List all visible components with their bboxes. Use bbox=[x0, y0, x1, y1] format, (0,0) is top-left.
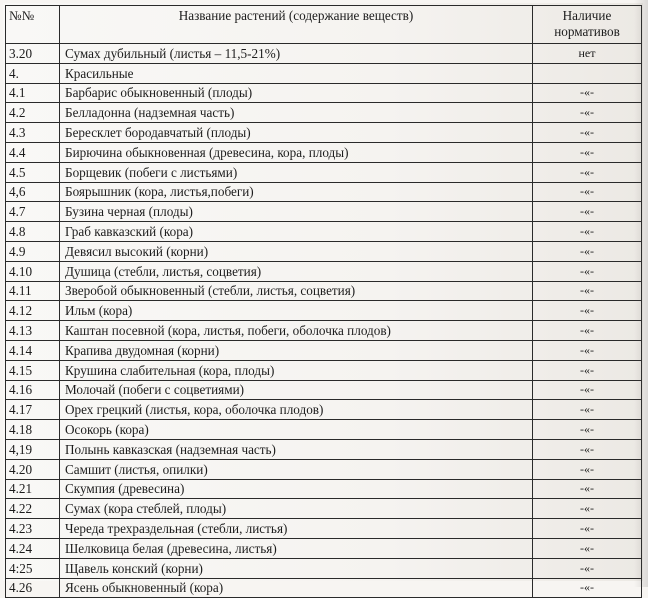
norm-status: -«- bbox=[533, 123, 642, 143]
row-number: 4.4 bbox=[6, 142, 60, 162]
row-number: 4,6 bbox=[6, 182, 60, 202]
plant-name: Сумах дубильный (листья – 11,5-21%) bbox=[60, 44, 533, 64]
norm-status: нет bbox=[533, 44, 642, 64]
row-number: 4:25 bbox=[6, 558, 60, 578]
plant-name: Шелковица белая (древесина, листья) bbox=[60, 538, 533, 558]
table-row bbox=[6, 83, 642, 103]
norm-status: -«- bbox=[533, 182, 642, 202]
table-row bbox=[6, 499, 642, 519]
row-number: 4.20 bbox=[6, 459, 60, 479]
plant-name: Красильные bbox=[60, 63, 533, 83]
plant-name: Боярышник (кора, листья,побеги) bbox=[60, 182, 533, 202]
plant-name: Зверобой обыкновенный (стебли, листья, соцветия) bbox=[60, 281, 533, 301]
row-number: 4.13 bbox=[6, 321, 60, 341]
norm-status: -«- bbox=[533, 380, 642, 400]
norm-status: -«- bbox=[533, 261, 642, 281]
norm-status: -«- bbox=[533, 241, 642, 261]
row-number: 4.23 bbox=[6, 519, 60, 539]
row-number: 4.16 bbox=[6, 380, 60, 400]
table-row bbox=[6, 380, 642, 400]
plant-name: Бузина черная (плоды) bbox=[60, 202, 533, 222]
row-number: 4.22 bbox=[6, 499, 60, 519]
plant-name: Скумпия (древесина) bbox=[60, 479, 533, 499]
table-row bbox=[6, 281, 642, 301]
table-row bbox=[6, 261, 642, 281]
row-number: 4.12 bbox=[6, 301, 60, 321]
row-number: 4.17 bbox=[6, 400, 60, 420]
plant-name: Девясил высокий (корни) bbox=[60, 241, 533, 261]
norm-status: -«- bbox=[533, 519, 642, 539]
table-row bbox=[6, 538, 642, 558]
header-plant-name: Название растений (содержание веществ) bbox=[60, 6, 533, 44]
plant-name: Самшит (листья, опилки) bbox=[60, 459, 533, 479]
table-row bbox=[6, 182, 642, 202]
table-row bbox=[6, 123, 642, 143]
norm-status: -«- bbox=[533, 459, 642, 479]
table-row bbox=[6, 321, 642, 341]
plant-name: Каштан посевной (кора, листья, побеги, оболочка плодов) bbox=[60, 321, 533, 341]
table-row bbox=[6, 162, 642, 182]
norm-status: -«- bbox=[533, 558, 642, 578]
table-row bbox=[6, 63, 642, 83]
row-number: 4.14 bbox=[6, 340, 60, 360]
header-norms-line1: Наличие bbox=[562, 8, 612, 23]
plant-name: Барбарис обыкновенный (плоды) bbox=[60, 83, 533, 103]
table-row bbox=[6, 459, 642, 479]
table-row bbox=[6, 558, 642, 578]
plant-name: Бересклет бородавчатый (плоды) bbox=[60, 123, 533, 143]
norm-status: -«- bbox=[533, 420, 642, 440]
table-header-row bbox=[6, 6, 642, 44]
table-row bbox=[6, 439, 642, 459]
norm-status: -«- bbox=[533, 578, 642, 598]
header-norms bbox=[533, 6, 642, 44]
row-number: 4.24 bbox=[6, 538, 60, 558]
plant-name: Граб кавказский (кора) bbox=[60, 222, 533, 242]
row-number: 4.26 bbox=[6, 578, 60, 598]
norm-status: -«- bbox=[533, 162, 642, 182]
table-row bbox=[6, 340, 642, 360]
table-row bbox=[6, 222, 642, 242]
norm-status: -«- bbox=[533, 321, 642, 341]
plant-name: Череда трехраздельная (стебли, листья) bbox=[60, 519, 533, 539]
row-number: 4.1 bbox=[6, 83, 60, 103]
plant-name: Крушина слабительная (кора, плоды) bbox=[60, 360, 533, 380]
norm-status: -«- bbox=[533, 439, 642, 459]
table-row bbox=[6, 360, 642, 380]
row-number: 3.20 bbox=[6, 44, 60, 64]
row-number: 4.21 bbox=[6, 479, 60, 499]
plant-name: Ясень обыкновенный (кора) bbox=[60, 578, 533, 598]
row-number: 4.10 bbox=[6, 261, 60, 281]
norm-status: -«- bbox=[533, 103, 642, 123]
table-row bbox=[6, 578, 642, 598]
plant-name: Борщевик (побеги с листьями) bbox=[60, 162, 533, 182]
norm-status: -«- bbox=[533, 281, 642, 301]
table-row bbox=[6, 202, 642, 222]
header-number: №№ bbox=[6, 6, 60, 44]
row-number: 4. bbox=[6, 63, 60, 83]
norm-status: -«- bbox=[533, 222, 642, 242]
row-number: 4.7 bbox=[6, 202, 60, 222]
header-norms-line2: нормативов bbox=[554, 24, 620, 39]
plant-name: Молочай (побеги с соцветиями) bbox=[60, 380, 533, 400]
norm-status: -«- bbox=[533, 499, 642, 519]
row-number: 4.8 bbox=[6, 222, 60, 242]
row-number: 4.9 bbox=[6, 241, 60, 261]
row-number: 4.5 bbox=[6, 162, 60, 182]
row-number: 4.2 bbox=[6, 103, 60, 123]
norm-status: -«- bbox=[533, 83, 642, 103]
plant-name: Ильм (кора) bbox=[60, 301, 533, 321]
row-number: 4.18 bbox=[6, 420, 60, 440]
norm-status: -«- bbox=[533, 538, 642, 558]
norm-status: -«- bbox=[533, 142, 642, 162]
plant-name: Полынь кавказская (надземная часть) bbox=[60, 439, 533, 459]
row-number: 4.15 bbox=[6, 360, 60, 380]
norm-status: -«- bbox=[533, 400, 642, 420]
norm-status: -«- bbox=[533, 479, 642, 499]
table-row bbox=[6, 44, 642, 64]
plants-table bbox=[5, 5, 642, 598]
row-number: 4.11 bbox=[6, 281, 60, 301]
table-row bbox=[6, 142, 642, 162]
table-row bbox=[6, 519, 642, 539]
table-row bbox=[6, 479, 642, 499]
table-row bbox=[6, 301, 642, 321]
plant-name: Осокорь (кора) bbox=[60, 420, 533, 440]
plant-name: Душица (стебли, листья, соцветия) bbox=[60, 261, 533, 281]
plant-name: Сумах (кора стеблей, плоды) bbox=[60, 499, 533, 519]
table-row bbox=[6, 420, 642, 440]
scanned-page bbox=[3, 3, 643, 596]
table-row bbox=[6, 400, 642, 420]
norm-status: -«- bbox=[533, 360, 642, 380]
norm-status bbox=[533, 63, 642, 83]
table-row bbox=[6, 241, 642, 261]
norm-status: -«- bbox=[533, 301, 642, 321]
norm-status: -«- bbox=[533, 340, 642, 360]
plant-name: Белладонна (надземная часть) bbox=[60, 103, 533, 123]
row-number: 4.3 bbox=[6, 123, 60, 143]
row-number: 4,19 bbox=[6, 439, 60, 459]
plant-name: Крапива двудомная (корни) bbox=[60, 340, 533, 360]
plant-name: Орех грецкий (листья, кора, оболочка плодов) bbox=[60, 400, 533, 420]
table-row bbox=[6, 103, 642, 123]
plant-name: Бирючина обыкновенная (древесина, кора, плоды) bbox=[60, 142, 533, 162]
norm-status: -«- bbox=[533, 202, 642, 222]
plant-name: Щавель конский (корни) bbox=[60, 558, 533, 578]
